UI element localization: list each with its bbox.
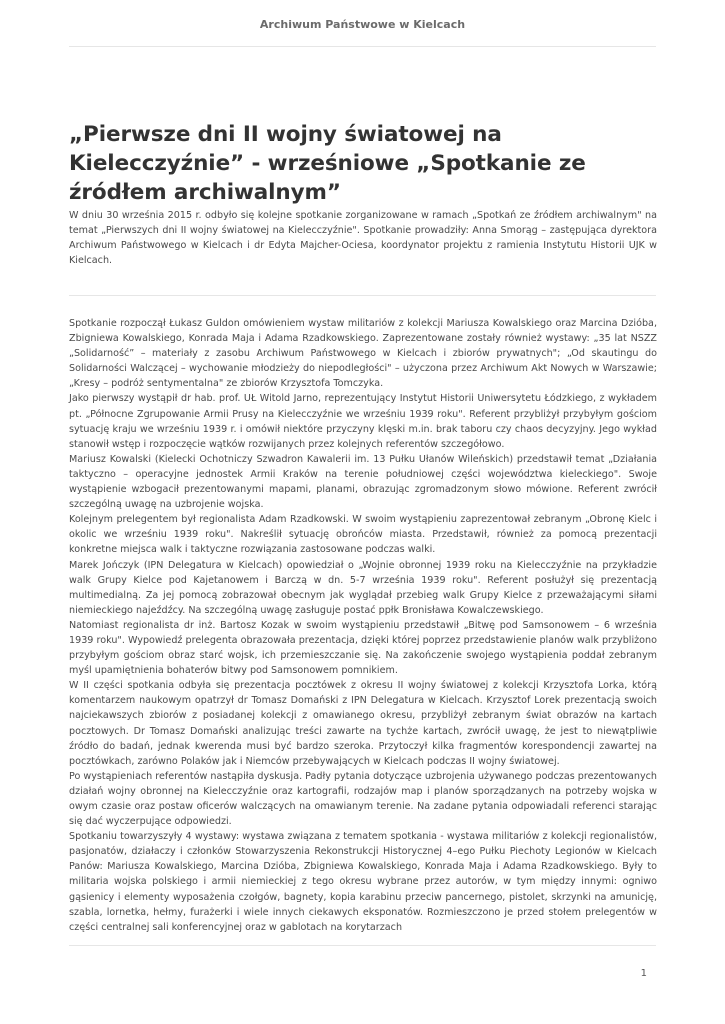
page-number: 1 xyxy=(640,968,647,979)
body-paragraph: Spotkaniu towarzyszyły 4 wystawy: wystawa związana z tematem spotkania - wystawa militariów z kolekcji regionalistów, pasjonatów, działaczy i członków Stowarzyszenia Rekonstrukcji Historycznej 4–ego Pułku Piechoty Legionów w Kielcach Panów: Mariusza Kowalskiego, Marcina Dzióba, Zbigniewa Kowalskiego, Konrada Maja i Adama Rzadkowskiego. Były to militaria wojska polskiego i armii niemieckiej z tego okresu wybrane przez autorów, w tym między innymi: ogniwo gąsienicy i elementy wyposażenia czołgów, bagnety, kopia karabinu przeciw pancernego, pistolet, skrzynki na amunicję, szabla, lornetka, hełmy, furażerki i wiele innych ciekawych eksponatów. Rozmieszczono je przed stołem prelegentów w części centralnej sali konferencyjnej oraz w gablotach na korytarzach xyxy=(69,831,657,933)
body-paragraph: Po wystąpieniach referentów nastąpiła dyskusja. Padły pytania dotyczące uzbrojenia używanego podczas prezentowanych działań wojny obronnej na Kielecczyźnie oraz kartografii, rodzajów map i planów sporządzanych na potrzeby wojska w owym czasie oraz postaw oficerów walczących na omawianym terenie. Na zadane pytania odpowiadali referenci starając się dać wyczerpujące odpowiedzi. xyxy=(69,770,657,828)
article-intro: W dniu 30 września 2015 r. odbyło się kolejne spotkanie zorganizowane w ramach „Spotkań ze źródłem archiwalnym" na temat „Pierwszych dni II wojny światowej na Kielecczyźnie". Spotkanie prowadziły: Anna Smorąg – zastępująca dyrektora Archiwum Państwowego w Kielcach i dr Edyta Majcher-Ociesa, koordynator projektu z ramienia Instytutu Historii UJK w Kielcach. xyxy=(69,210,657,267)
body-paragraph: Kolejnym prelegentem był regionalista Adam Rzadkowski. W swoim wystąpieniu zaprezentował zebranym „Obronę Kielc i okolic we wrześniu 1939 roku". Nakreślił sytuację obrońców miasta. Przedstawił, również za pomocą prezentacji konkretne miejsca walk i taktyczne rozwiązania zastosowane podczas walki. xyxy=(69,514,657,556)
footer-divider xyxy=(69,945,656,946)
body-paragraph: Natomiast regionalista dr inż. Bartosz Kozak w swoim wystąpieniu przedstawił „Bitwę pod Samsonowem – 6 września 1939 roku". Wypowiedź prelegenta obrazowała prezentacja, dzięki której poprzez przedstawienie planów walk przybliżono przybyłym gościom obraz starć wojsk, ich przemieszczanie się. Na zakończenie swojego wystąpienia poddał zebranym myśl upamiętnienia bohaterów bitwy pod Samsonowem pomnikiem. xyxy=(69,619,657,677)
body-paragraph: Spotkanie rozpoczął Łukasz Guldon omówieniem wystaw militariów z kolekcji Mariusza Kowalskiego oraz Marcina Dzióba, Zbigniewa Kowalskiego, Konrada Maja i Adama Rzadkowskiego. Zaprezentowane zostały również wystawy: „35 lat NSZZ „Solidarność” – materiały z zasobu Archiwum Państwowego w Kielcach i zbiorów prywatnych"; „Od skautingu do Solidarności Walczącej – wychowanie młodzieży do niepodległości" – użyczona przez Archiwum Akt Nowych w Warszawie; „Kresy – podróż sentymentalna" ze zbiorów Krzysztofa Tomczyka. xyxy=(69,318,657,390)
body-paragraph: Marek Jończyk (IPN Delegatura w Kielcach) opowiedział o „Wojnie obronnej 1939 roku na Kielecczyźnie na przykładzie walk Grupy Kielce pod Kajetanowem i Barczą w dn. 5-7 września 1939 roku". Referent posłużył się prezentacją multimedialną. Za jej pomocą zobrazował obecnym jak wyglądał przebieg walk Grupy Kielce z przeważającymi siłami niemieckiego najeźdźcy. Na szczególną uwagę zasługuje postać ppłk Bronisława Kowalczewskiego. xyxy=(69,559,657,616)
body-paragraph: Mariusz Kowalski (Kielecki Ochotniczy Szwadron Kawalerii im. 13 Pułku Ułanów Wileńskich) przedstawił temat „Działania taktyczno – operacyjne jednostek Armii Kraków na terenie południowej części województwa kieleckiego". Swoje wystąpienie wzbogacił prezentowanymi mapami, planami, obrazując zgromadzonym słowo mówione. Referent zwrócił szczególną uwagę na uzbrojenie wojska. xyxy=(69,453,657,511)
body-paragraph: W II części spotkania odbyła się prezentacja pocztówek z okresu II wojny światowej z kolekcji Krzysztofa Lorka, którą komentarzem naukowym opatrzył dr Tomasz Domański z IPN Delegatura w Kielcach. Krzysztof Lorek prezentacją swoich najciekawszych zbiorów z posiadanej kolekcji z omawianego okresu, przybliżył zebranym świat obrazów na kartach pocztowych. Dr Tomasz Domański analizując treści zawarte na tychże kartach, zwrócił uwagę, że jest to niewątpliwie źródło do badań, jednak kwerenda musi być bardzo szeroka. Przytoczył kilka fragmentów korespondencji zawartej na pocztówkach, zarówno Polaków jak i Niemców przebywających w Kielcach podczas II wojny światowej. xyxy=(69,680,657,767)
header-divider xyxy=(69,46,656,47)
site-header: Archiwum Państwowe w Kielcach xyxy=(259,18,466,31)
intro-divider xyxy=(69,295,656,296)
article-body xyxy=(69,316,657,935)
article-title: „Pierwsze dni II wojny światowej na Kielecczyźnie” - wrześniowe „Spotkanie ze źródłem archiwalnym” xyxy=(69,122,586,205)
body-paragraph: Jako pierwszy wystąpił dr hab. prof. UŁ Witold Jarno, reprezentujący Instytut Historii Uniwersytetu Łódzkiego, z wykładem pt. „Północne Zgrupowanie Armii Prusy na Kielecczyźnie we wrześniu 1939 roku". Referent przybliżył przybyłym gościom sytuację kraju we wrześniu 1939 r. i omówił niektóre przyczyny klęski m.in. brak taboru czy chaos decyzyjny. Jego wykład stanowił wstęp i rozpoczęcie wątków rozwijanych przez kolejnych referentów szczegółowo. xyxy=(69,393,657,450)
